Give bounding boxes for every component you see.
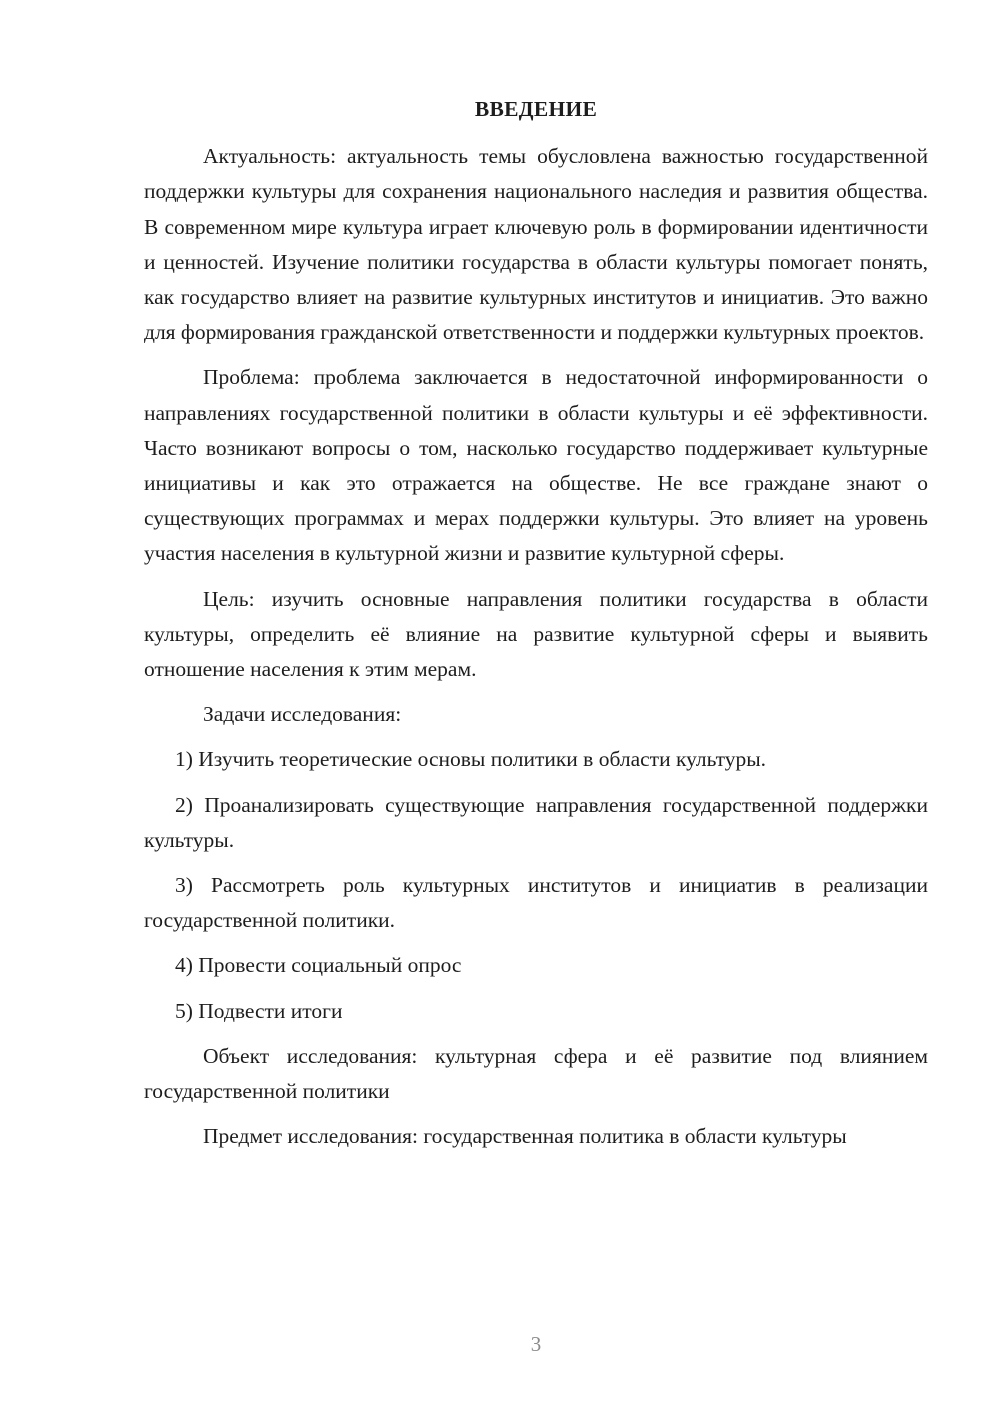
subject-paragraph: Предмет исследования: государственная политика в области культуры <box>203 1124 847 1149</box>
task-item: 1) Изучить теоретические основы политики в области культуры. <box>175 747 767 772</box>
object-paragraph: Объект исследования: культурная сфера и её развитие под влиянием государственной политики <box>144 1043 928 1104</box>
relevance-paragraph: Актуальность: актуальность темы обусловлена важностью государственной поддержки культуры для сохранения национального наследия и развития общества. В современном мире культура играет ключевую роль в формировании идентичности и ценностей. Изучение политики государства в области культуры помогает понять, как государство влияет на развитие культурных институтов и инициатив. Это важно для формирования гражданской ответственности и поддержки культурных проектов. <box>144 144 928 345</box>
goal-paragraph: Цель: изучить основные направления политики государства в области культуры, определить её влияние на развитие культурной сферы и выявить отношение населения к этим мерам. <box>144 586 928 682</box>
page-title: ВВЕДЕНИЕ <box>474 97 598 121</box>
task-item: 5) Подвести итоги <box>175 998 343 1023</box>
problem-paragraph: Проблема: проблема заключается в недостаточной информированности о направлениях государственной политики в области культуры и её эффективности. Часто возникают вопросы о том, насколько государство поддерживает культурные инициативы и как это отражается на обществе. Не все граждане знают о существующих программах и мерах поддержки культуры. Это влияет на уровень участия населения в культурной жизни и развитие культурной сферы. <box>144 365 928 566</box>
tasks-heading: Задачи исследования: <box>203 702 402 727</box>
task-item: 4) Провести социальный опрос <box>175 953 462 978</box>
page-content <box>144 92 928 1164</box>
task-item: 2) Проанализировать существующие направления государственной поддержки культуры. <box>144 792 928 852</box>
task-item: 3) Рассмотреть роль культурных институтов и инициатив в реализации государственной политики. <box>144 873 928 933</box>
page-number: 3 <box>530 1332 542 1356</box>
